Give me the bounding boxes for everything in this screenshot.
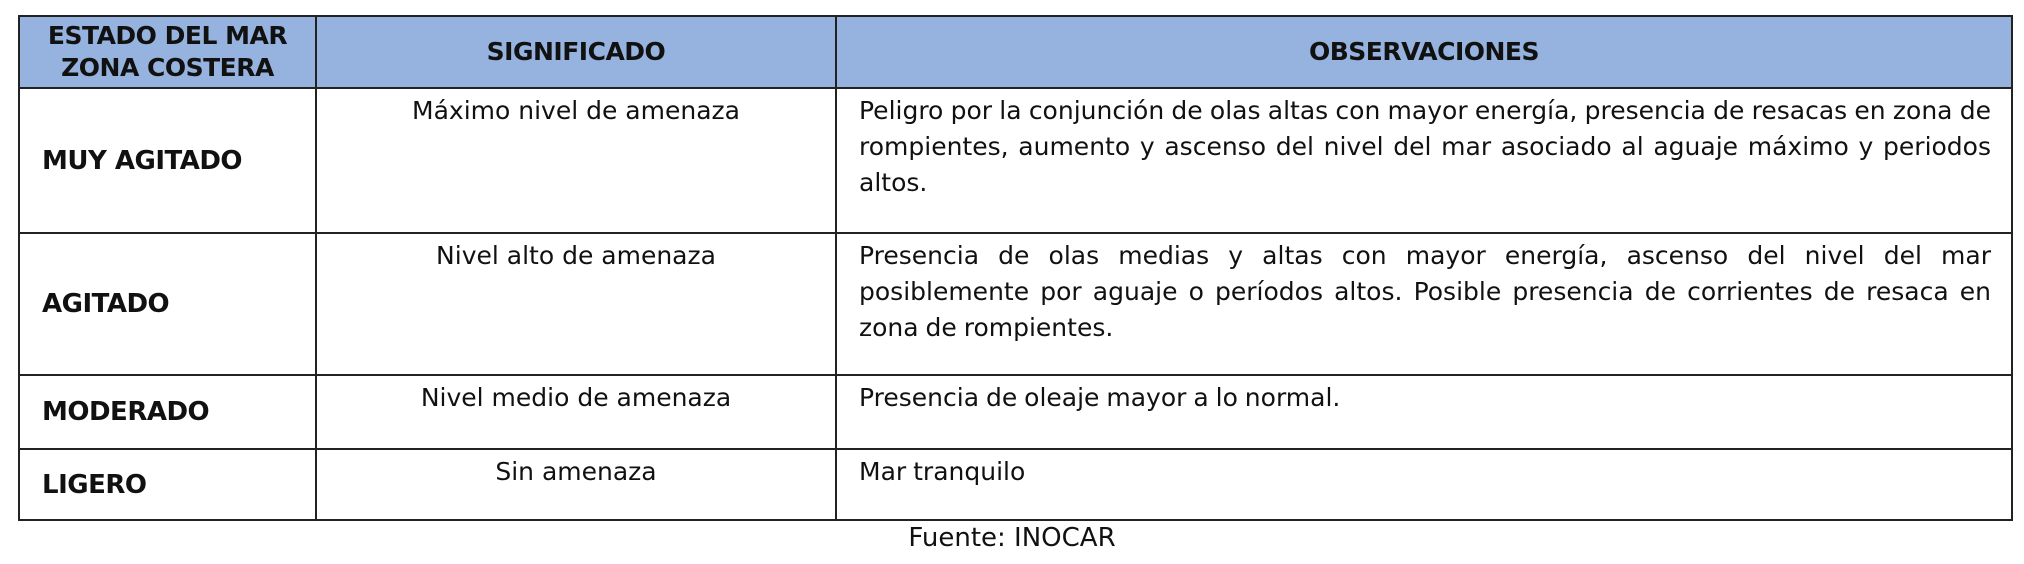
estado-cell: MUY AGITADO <box>19 88 316 233</box>
estado-cell: LIGERO <box>19 449 316 520</box>
header-significado: SIGNIFICADO <box>316 16 836 88</box>
significado-cell: Nivel alto de amenaza <box>316 233 836 375</box>
estado-cell: AGITADO <box>19 233 316 375</box>
sea-state-table <box>18 15 2013 521</box>
significado-cell: Sin amenaza <box>316 449 836 520</box>
table-header-row <box>19 16 2012 88</box>
significado-cell: Máximo nivel de amenaza <box>316 88 836 233</box>
observaciones-cell: Peligro por la conjunción de olas altas con mayor energía, presencia de resacas en zona de rompientes, aumento y ascenso del nivel del mar asociado al aguaje máximo y periodos altos. <box>836 88 2012 233</box>
table-row <box>19 88 2012 233</box>
table-row <box>19 449 2012 520</box>
table-row <box>19 375 2012 449</box>
observaciones-cell: Presencia de oleaje mayor a lo normal. <box>836 375 2012 449</box>
sea-state-table-container <box>18 15 2011 521</box>
observaciones-cell: Presencia de olas medias y altas con mayor energía, ascenso del nivel del mar posiblemente por aguaje o períodos altos. Posible presencia de corrientes de resaca en zona de rompientes. <box>836 233 2012 375</box>
header-observaciones: OBSERVACIONES <box>836 16 2012 88</box>
significado-cell: Nivel medio de amenaza <box>316 375 836 449</box>
observaciones-cell: Mar tranquilo <box>836 449 2012 520</box>
header-estado: ESTADO DEL MAR ZONA COSTERA <box>19 16 316 88</box>
table-row <box>19 233 2012 375</box>
source-caption: Fuente: INOCAR <box>908 523 1116 553</box>
estado-cell: MODERADO <box>19 375 316 449</box>
